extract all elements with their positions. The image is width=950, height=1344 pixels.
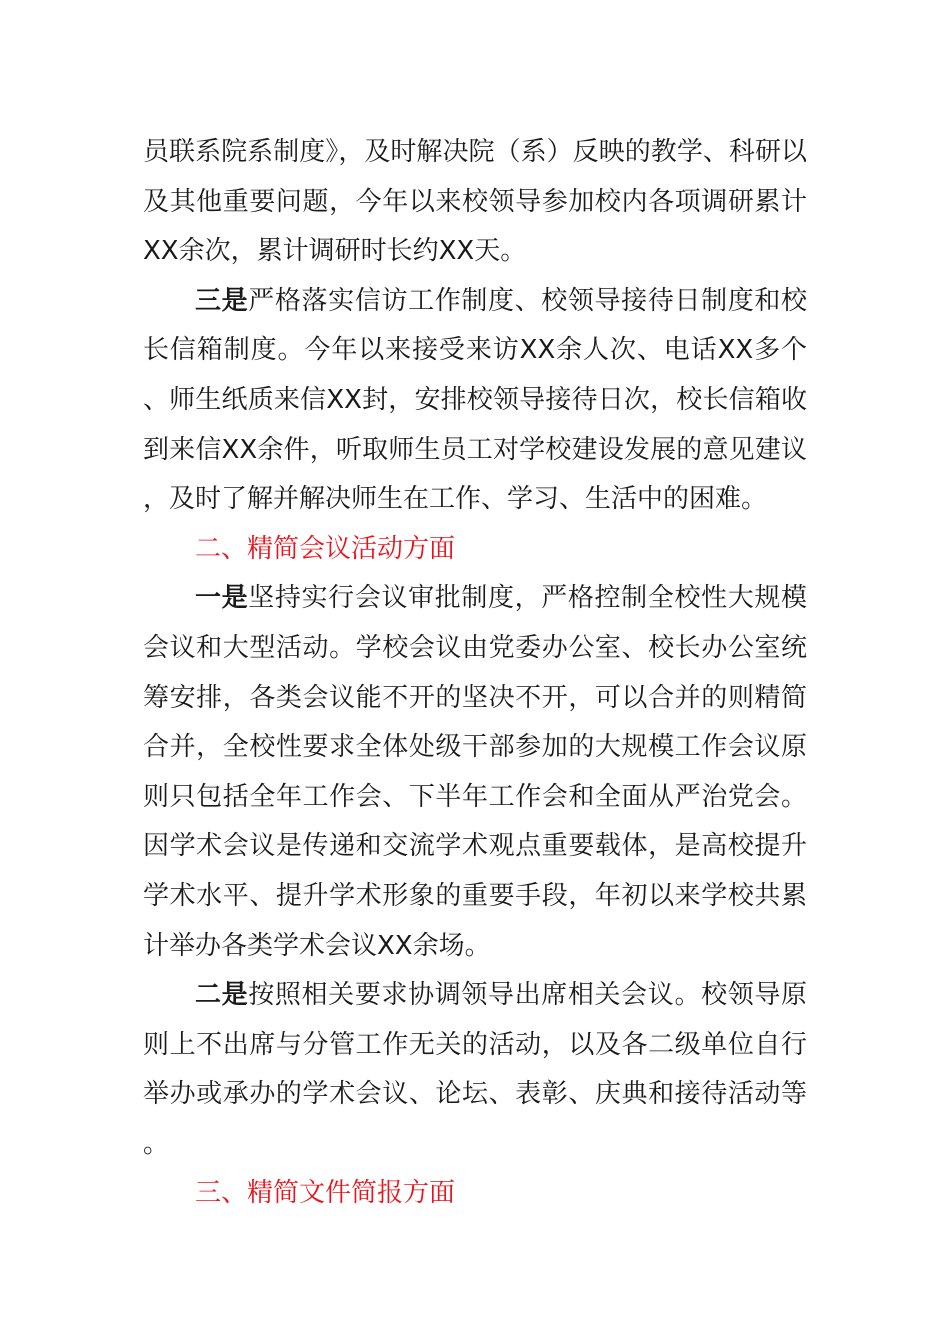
- paragraph-lead: 二是: [195, 980, 249, 1011]
- paragraph-text: 严格落实信访工作制度、校领导接待日制度和校长信箱制度。今年以来接受来访XX余人次、电话XX多个、师生纸质来信XX封，安排校领导接待日次，校长信箱收到来信XX余件，听取师生员工对学校建设发展的意见建议，及时了解并解决师生在工作、学习、生活中的困难。: [143, 285, 807, 515]
- paragraph-text: 按照相关要求协调领导出席相关会议。校领导原则上不出席与分管工作无关的活动，以及各二级单位自行举办或承办的学术会议、论坛、表彰、庆典和接待活动等。: [143, 980, 807, 1159]
- paragraph-lead: 一是: [195, 583, 249, 614]
- paragraph-text: 员联系院系制度》，及时解决院（系）反映的教学、科研以及其他重要问题，今年以来校领导参加校内各项调研累计XX余次，累计调研时长约XX天。: [143, 137, 807, 267]
- body-paragraph-item-one: [143, 574, 807, 971]
- section-heading-documents: 三、精简文件简报方面: [195, 1178, 456, 1209]
- body-paragraph-continuation: [143, 128, 807, 277]
- document-page: [143, 128, 807, 1219]
- body-paragraph-item-three: [143, 277, 807, 525]
- body-paragraph-item-two: [143, 971, 807, 1169]
- paragraph-text: 坚持实行会议审批制度，严格控制全校性大规模会议和大型活动。学校会议由党委办公室、校长办公室统筹安排，各类会议能不开的坚决不开，可以合并的则精简合并，全校性要求全体处级干部参加的大规模工作会议原则只包括全年工作会、下半年工作会和全面从严治党会。因学术会议是传递和交流学术观点重要载体，是高校提升学术水平、提升学术形象的重要手段，年初以来学校共累计举办各类学术会议XX余场。: [143, 583, 807, 961]
- section-heading-meetings: 二、精简会议活动方面: [195, 533, 456, 564]
- paragraph-lead: 三是: [195, 285, 249, 316]
